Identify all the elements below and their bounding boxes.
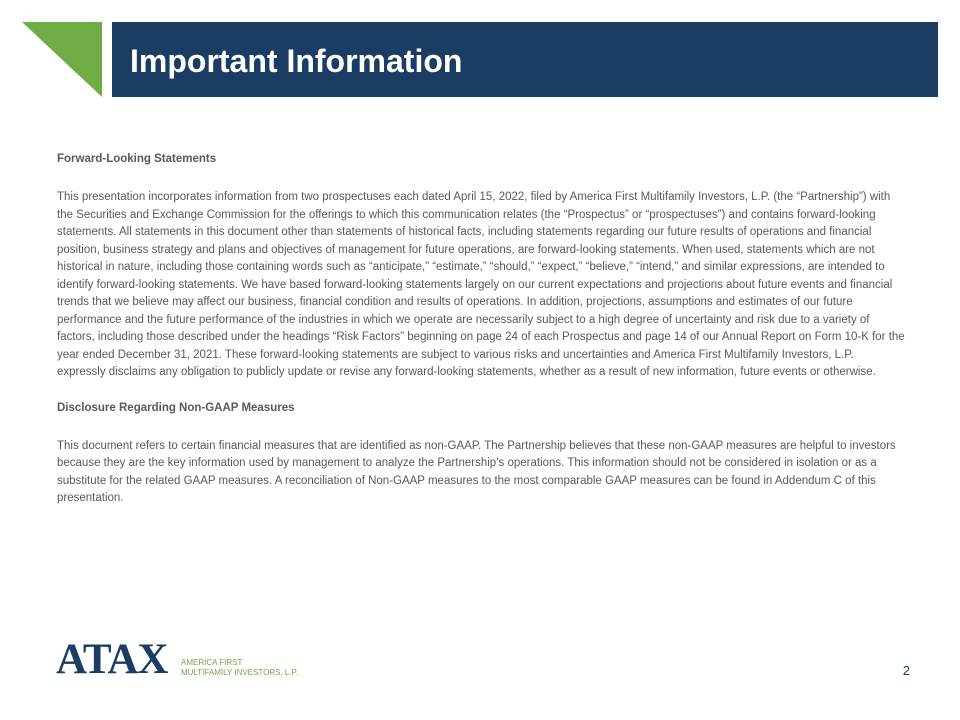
title-bar — [112, 22, 938, 97]
section-heading-forward-looking: Forward-Looking Statements — [57, 153, 217, 165]
section-body-forward-looking: This presentation incorporates information from two prospectuses each dated April 15, 2022, filed by America First Multifamily Investors, L.P. (the “Partnership”) with the Securities and Exchange Commission for the offerings to which this communication relates (the “Prospectus” or “prospectuses”) and contains forward-looking statements. All statements in this document other than statements of historical facts, including statements regarding our future results of operations and financial position, business strategy and plans and objectives of management for future operations, are forward-looking statements. When used, statements which are not historical in nature, including those containing words such as “anticipate,” “estimate,” “should,” “expect,” “believe,” “intend,” and similar expressions, are intended to identify forward-looking statements. We have based forward-looking statements largely on our current expectations and projections about future events and financial trends that we believe may affect our business, financial condition and results of operations. In addition, projections, assumptions and estimates of our future performance and the future performance of the industries in which we operate are necessarily subject to a high degree of uncertainty and risk due to a variety of factors, including those described under the headings “Risk Factors” beginning on page 24 of each Prospectus and page 14 of our Annual Report on Form 10-K for the year ended December 31, 2021. These forward-looking statements are subject to various risks and uncertainties and America First Multifamily Investors, L.P. expressly disclaims any obligation to publicly update or revise any forward-looking statements, whether as a result of new information, future events or otherwise. — [57, 191, 905, 378]
green-corner-triangle — [22, 22, 102, 97]
logo-line-2: MULTIFAMILY INVESTORS, L.P. — [181, 668, 299, 677]
page-title: Important Information — [130, 43, 463, 79]
page-number: 2 — [902, 663, 910, 678]
section-body-non-gaap: This document refers to certain financial measures that are identified as non-GAAP. The Partnership believes that these non-GAAP measures are helpful to investors because they are the key information used by management to analyze the Partnership’s operations. This information should not be considered in isolation or as a substitute for the related GAAP measures. A reconciliation of Non-GAAP measures to the most comparable GAAP measures can be found in Addendum C of this presentation. — [57, 439, 896, 504]
logo-line-1: AMERICA FIRST — [181, 658, 243, 667]
logo-mark: ATAX — [56, 636, 168, 683]
section-heading-non-gaap: Disclosure Regarding Non-GAAP Measures — [57, 401, 295, 414]
logo-company-name — [181, 658, 298, 678]
main-content — [57, 151, 905, 508]
